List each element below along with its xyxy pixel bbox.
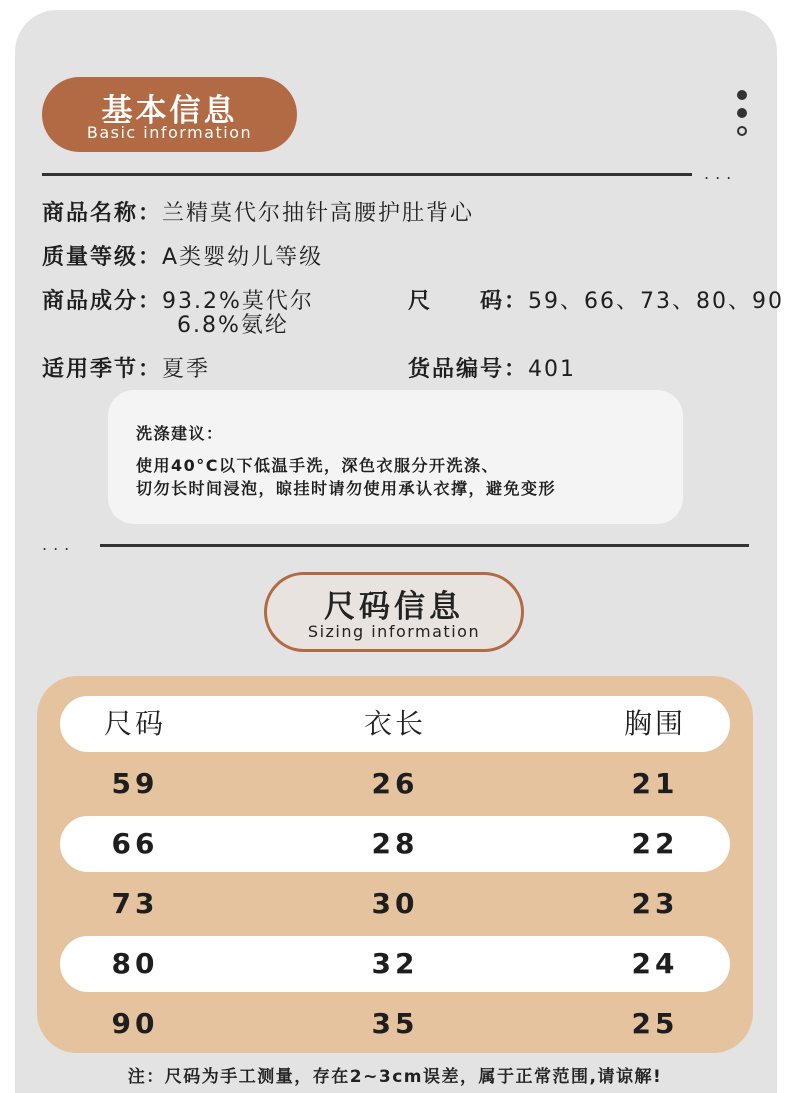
washing-advice-line1: 使用40°C以下低温手洗，深色衣服分开洗涤、 xyxy=(136,456,500,475)
divider-dots-bottom: ... xyxy=(42,535,76,554)
more-options-icon[interactable] xyxy=(735,90,749,140)
table-row xyxy=(60,816,730,872)
size-list-row: 尺 码：59、66、73、80、90 xyxy=(408,289,784,314)
table-row xyxy=(60,876,730,932)
cell-size: 90 xyxy=(111,1007,159,1040)
cell-chest: 24 xyxy=(631,947,679,980)
cell-length: 26 xyxy=(371,767,419,800)
cell-length: 30 xyxy=(371,887,419,920)
washing-advice-box xyxy=(108,390,683,524)
cell-chest: 23 xyxy=(631,887,679,920)
cell-size: 66 xyxy=(111,827,159,860)
cell-length: 32 xyxy=(371,947,419,980)
table-row xyxy=(60,756,730,812)
sizing-info-badge xyxy=(264,572,524,652)
washing-advice-title: 洗涤建议： xyxy=(136,424,224,443)
washing-advice-line2: 切勿长时间浸泡，晾挂时请勿使用承认衣撑，避免变形 xyxy=(136,479,557,498)
season-row: 适用季节：夏季 xyxy=(42,357,211,382)
item-number-row: 货品编号：401 xyxy=(408,357,577,382)
basic-info-title: 基本信息 xyxy=(101,93,238,129)
composition-row: 商品成分：93.2%莫代尔 xyxy=(42,289,314,314)
header-size: 尺码 xyxy=(103,707,166,740)
cell-length: 28 xyxy=(371,827,419,860)
sizing-info-title: 尺码信息 xyxy=(324,589,464,625)
table-row xyxy=(60,936,730,992)
cell-chest: 25 xyxy=(631,1007,679,1040)
size-table-header xyxy=(60,696,730,752)
header-length: 衣长 xyxy=(363,707,426,740)
cell-chest: 21 xyxy=(631,767,679,800)
quality-grade-row: 质量等级：A类婴幼儿等级 xyxy=(42,245,324,270)
cell-length: 35 xyxy=(371,1007,419,1040)
basic-info-badge xyxy=(42,77,297,152)
cell-chest: 22 xyxy=(631,827,679,860)
sizing-info-subtitle: Sizing information xyxy=(307,622,481,641)
composition-row-line2: 6.8%氨纶 xyxy=(177,313,289,338)
divider-top xyxy=(42,173,692,176)
cell-size: 59 xyxy=(111,767,159,800)
basic-info-subtitle: Basic information xyxy=(86,123,253,142)
product-name-row: 商品名称：兰精莫代尔抽针高腰护肚背心 xyxy=(42,201,475,226)
cell-size: 73 xyxy=(111,887,159,920)
table-row xyxy=(60,996,730,1052)
cell-size: 80 xyxy=(111,947,159,980)
header-chest: 胸围 xyxy=(623,707,686,740)
divider-bottom xyxy=(100,544,749,547)
divider-dots-top: ... xyxy=(704,164,738,183)
measurement-note: 注：尺码为手工测量，存在2~3cm误差，属于正常范围,请谅解! xyxy=(127,1067,663,1087)
